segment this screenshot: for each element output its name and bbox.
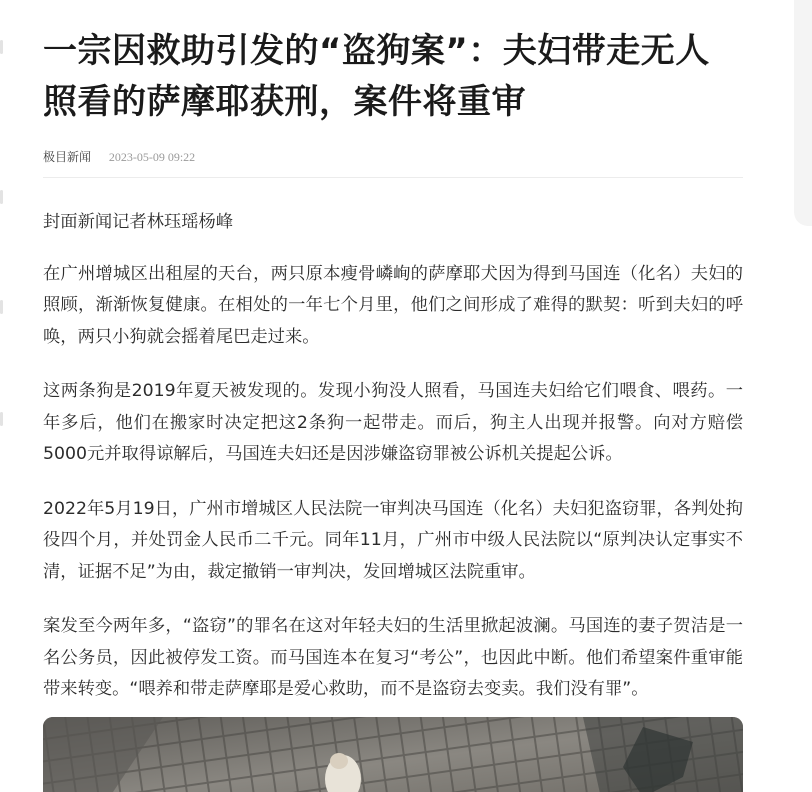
photo-placeholder [43,717,743,792]
side-panel-edge [794,0,812,226]
publish-time: 2023-05-09 09:22 [108,150,196,164]
article-photo[interactable] [43,717,743,792]
paragraph-4: 案发至今两年多，“盗窃”的罪名在这对年轻夫妇的生活里掀起波澜。马国连的妻子贺洁是一名公务员，因此被停发工资。而马国连本在复习“考公”，也因此中断。他们希望案件重审能带来转变。“喂养和带走萨摩耶是爱心救助，而不是盗窃去变卖。我们没有罪”。 [43,616,743,699]
edge-mark [0,412,3,426]
edge-mark [0,40,3,54]
divider [43,177,743,178]
article-body [43,207,743,729]
edge-mark [0,190,3,204]
edge-mark [0,300,3,314]
article-meta [43,148,195,165]
left-edge-marks [0,0,6,792]
paragraph-3: 2022年5月19日，广州市增城区人民法院一审判决马国连（化名）夫妇犯盗窃罪，各判处拘役四个月，并处罚金人民币二千元。同年11月，广州市中级人民法院以“原判决认定事实不清，证据不足”为由，裁定撤销一审判决，发回增城区法院重审。 [43,498,743,582]
paragraph-1: 在广州增城区出租屋的天台，两只原本瘦骨嶙峋的萨摩耶犬因为得到马国连（化名）夫妇的照顾，渐渐恢复健康。在相处的一年七个月里，他们之间形成了难得的默契：听到夫妇的呼唤，两只小狗就会摇着尾巴走过来。 [43,263,743,347]
source-name[interactable]: 极目新闻 [43,150,92,164]
byline: 封面新闻记者林珏瑶杨峰 [43,212,234,232]
article-title: 一宗因救助引发的“盗狗案”：夫妇带走无人照看的萨摩耶获刑，案件将重审 [43,31,710,122]
paragraph-2: 这两条狗是2019年夏天被发现的。发现小狗没人照看，马国连夫妇给它们喂食、喂药。一年多后，他们在搬家时决定把这2条狗一起带走。而后，狗主人出现并报警。向对方赔偿5000元并取得谅解后，马国连夫妇还是因涉嫌盗窃罪被公诉机关提起公诉。 [43,381,743,464]
